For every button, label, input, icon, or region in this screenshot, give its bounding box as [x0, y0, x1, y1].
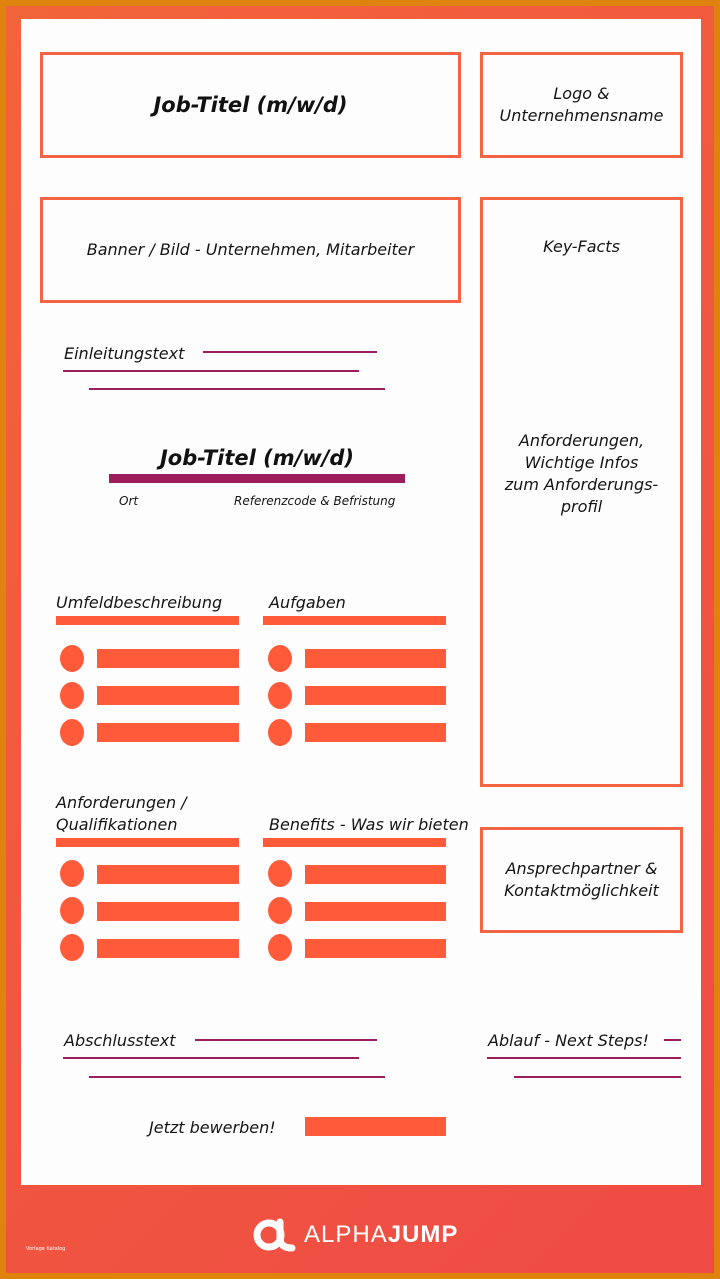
tasks-bullet-2: [268, 682, 292, 709]
benefits-item-3: [305, 939, 446, 958]
next-steps-line-1: [664, 1039, 681, 1041]
center-job-title: Job-Titel (m/w/d): [159, 446, 355, 470]
requirements-heading: Anforderungen / Qualifikationen: [56, 793, 187, 834]
closing-line-1: [195, 1039, 377, 1041]
benefits-item-2: [305, 902, 446, 921]
requirements-item-3: [97, 939, 239, 958]
environment-item-1: [97, 649, 239, 668]
contact-box: [480, 827, 683, 933]
job-title-box: [40, 52, 461, 158]
logo-box: [480, 52, 683, 158]
environment-item-3: [97, 723, 239, 742]
benefits-bullet-3: [268, 934, 292, 961]
environment-bullet-1: [60, 645, 84, 672]
closing-line-3: [89, 1076, 385, 1078]
tasks-bullet-1: [268, 645, 292, 672]
alpha-logo-icon: [252, 1216, 298, 1254]
key-facts-title: Key-Facts: [543, 237, 620, 256]
requirements-heading-bar: [56, 838, 239, 847]
key-facts-body: Anforderungen, Wichtige Infos zum Anforderungs- profil: [504, 431, 659, 516]
brand-name-bold: JUMP: [387, 1221, 459, 1248]
footer-small-note: Vorlage Katalog: [26, 1246, 66, 1252]
logo-box-text: Logo & Unternehmensname: [499, 84, 664, 125]
environment-heading-bar: [56, 616, 239, 625]
key-facts-box: [480, 197, 683, 787]
location-label: Ort: [119, 494, 139, 508]
intro-line-3: [89, 388, 385, 390]
banner-box: [40, 197, 461, 303]
banner-text: Banner / Bild - Unternehmen, Mitarbeiter: [86, 240, 415, 259]
benefits-heading-bar: [263, 838, 446, 847]
center-title-underline: [109, 474, 405, 483]
tasks-heading-bar: [263, 616, 446, 625]
brand-name-light: ALPHA: [304, 1221, 388, 1248]
apply-button-bar[interactable]: [305, 1117, 446, 1136]
apply-label: Jetzt bewerben!: [149, 1118, 276, 1137]
requirements-bullet-3: [60, 934, 84, 961]
intro-line-2: [63, 370, 359, 372]
tasks-item-2: [305, 686, 446, 705]
requirements-bullet-1: [60, 860, 84, 887]
tasks-heading: Aufgaben: [269, 593, 346, 612]
benefits-bullet-1: [268, 860, 292, 887]
benefits-item-1: [305, 865, 446, 884]
intro-line-1: [203, 351, 377, 353]
job-title-text: Job-Titel (m/w/d): [153, 93, 348, 117]
tasks-item-3: [305, 723, 446, 742]
environment-item-2: [97, 686, 239, 705]
next-steps-line-3: [514, 1076, 681, 1078]
environment-heading: Umfeldbeschreibung: [56, 593, 223, 612]
next-steps-line-2: [487, 1057, 681, 1059]
brand-logo: [252, 1215, 458, 1255]
requirements-item-2: [97, 902, 239, 921]
requirements-item-1: [97, 865, 239, 884]
contact-text: Ansprechpartner & Kontaktmöglichkeit: [504, 859, 659, 900]
next-steps-label: Ablauf - Next Steps!: [488, 1031, 649, 1050]
template-paper: [21, 19, 701, 1185]
reference-label: Referenzcode & Befristung: [234, 494, 396, 508]
environment-bullet-3: [60, 719, 84, 746]
closing-line-2: [63, 1057, 359, 1059]
tasks-item-1: [305, 649, 446, 668]
tasks-bullet-3: [268, 719, 292, 746]
closing-label: Abschlusstext: [64, 1031, 176, 1050]
benefits-heading: Benefits - Was wir bieten: [269, 815, 469, 834]
requirements-bullet-2: [60, 897, 84, 924]
environment-bullet-2: [60, 682, 84, 709]
benefits-bullet-2: [268, 897, 292, 924]
intro-label: Einleitungstext: [64, 344, 185, 363]
